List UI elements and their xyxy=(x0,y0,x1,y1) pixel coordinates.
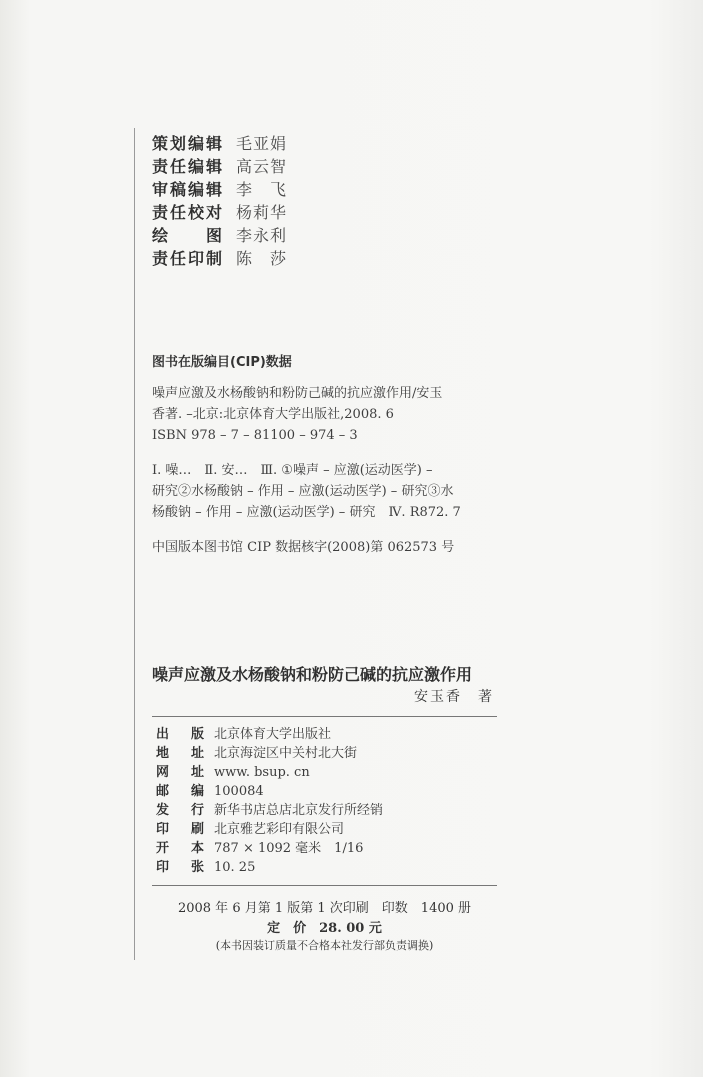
publisher-row xyxy=(156,839,383,858)
publisher-label: 出 版 xyxy=(156,727,204,742)
publisher-value: 北京体育大学出版社 xyxy=(214,727,332,742)
credit-name: 高云智 xyxy=(236,157,288,176)
publisher-value: 100084 xyxy=(214,784,264,799)
publisher-row xyxy=(156,858,383,877)
cip-line: 噪声应激及水杨酸钠和粉防己碱的抗应激作用/安玉 xyxy=(152,386,443,401)
credit-role: 审稿编辑 xyxy=(152,180,222,199)
edition-info: 2008 年 6 月第 1 版第 1 次印刷 印数 1400 册 xyxy=(177,901,472,916)
margin-rule xyxy=(134,128,135,960)
credit-role: 责任编辑 xyxy=(152,157,222,176)
credit-name: 李 飞 xyxy=(236,180,288,199)
cip-line: 中国版本图书馆 CIP 数据核字(2008)第 062573 号 xyxy=(152,540,455,555)
divider xyxy=(152,716,497,717)
publisher-row xyxy=(156,763,383,782)
cip-subject-headings xyxy=(152,460,502,523)
divider xyxy=(152,885,497,886)
credit-row xyxy=(152,155,287,178)
credit-name: 李永利 xyxy=(236,226,288,245)
credit-row xyxy=(152,247,287,270)
publisher-label: 开 本 xyxy=(156,841,204,856)
publisher-value: 787 × 1092 毫米 1/16 xyxy=(214,841,364,856)
price: 定 价 28. 00 元 xyxy=(267,921,382,936)
cip-line: Ⅰ. 噪… Ⅱ. 安… Ⅲ. ①噪声 – 应激(运动医学) – xyxy=(152,463,433,478)
publisher-row xyxy=(156,782,383,801)
publisher-label: 邮 编 xyxy=(156,784,204,799)
publisher-value: 10. 25 xyxy=(214,860,256,875)
credit-role: 责任印制 xyxy=(152,249,222,268)
credit-name: 陈 莎 xyxy=(236,249,288,268)
publisher-row xyxy=(156,820,383,839)
publisher-row xyxy=(156,725,383,744)
cip-record-number xyxy=(152,537,502,558)
credit-row xyxy=(152,132,287,155)
cip-heading: 图书在版编目(CIP)数据 xyxy=(152,355,292,370)
publisher-label: 发 行 xyxy=(156,803,204,818)
book-author: 安玉香 著 xyxy=(414,689,494,705)
cip-line: ISBN 978 – 7 – 81100 – 974 – 3 xyxy=(152,428,358,443)
credit-role: 策划编辑 xyxy=(152,134,222,153)
credit-name: 毛亚娟 xyxy=(236,134,288,153)
publisher-label: 印 刷 xyxy=(156,822,204,837)
publisher-details xyxy=(156,725,383,877)
publisher-label: 地 址 xyxy=(156,746,204,761)
publisher-value: 新华书店总店北京发行所经销 xyxy=(214,803,384,818)
binding-note: (本书因装订质量不合格本社发行部负责调换) xyxy=(215,939,434,952)
editorial-credits xyxy=(152,132,287,270)
book-title: 噪声应激及水杨酸钠和粉防己碱的抗应激作用 xyxy=(152,665,473,684)
cip-line: 杨酸钠 – 作用 – 应激(运动医学) – 研究 Ⅳ. R872. 7 xyxy=(152,505,461,520)
publisher-value: 北京雅艺彩印有限公司 xyxy=(214,822,345,837)
publisher-label: 网 址 xyxy=(156,765,204,780)
publisher-value: 北京海淀区中关村北大街 xyxy=(214,746,358,761)
credit-row xyxy=(152,201,287,224)
credit-role: 绘 图 xyxy=(152,226,222,245)
credit-role: 责任校对 xyxy=(152,203,222,222)
cip-line: 香著. –北京:北京体育大学出版社,2008. 6 xyxy=(152,407,394,422)
publisher-label: 印 张 xyxy=(156,860,204,875)
publisher-row xyxy=(156,801,383,820)
credit-row xyxy=(152,178,287,201)
cip-bibliographic-entry xyxy=(152,383,502,446)
credit-row xyxy=(152,224,287,247)
publisher-value: www. bsup. cn xyxy=(214,765,310,780)
publisher-row xyxy=(156,744,383,763)
credit-name: 杨莉华 xyxy=(236,203,288,222)
cip-line: 研究②水杨酸钠 – 作用 – 应激(运动医学) – 研究③水 xyxy=(152,484,454,499)
